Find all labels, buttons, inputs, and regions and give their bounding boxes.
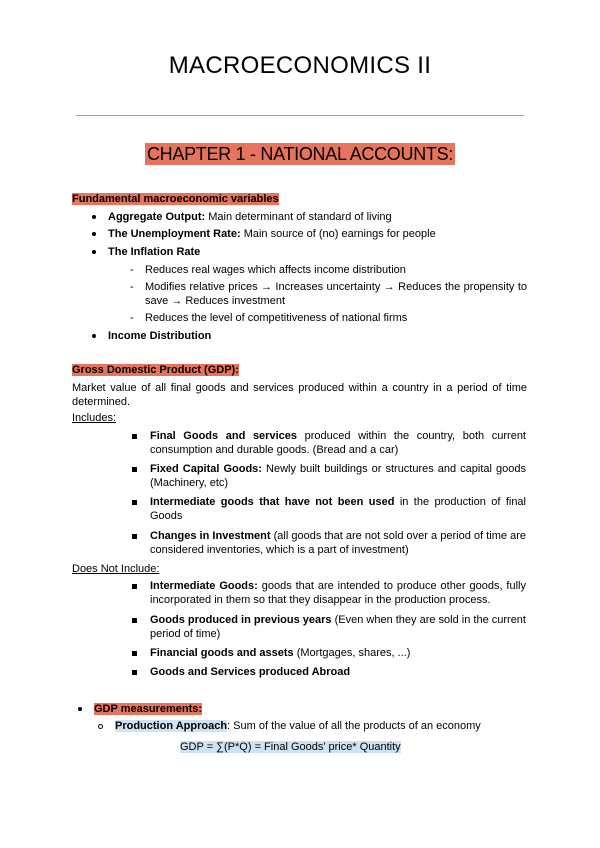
excludes-previous-years: Goods produced in previous years (Even when they are sold in the current period of time) <box>150 614 526 640</box>
includes-investment-changes: Changes in Investment (all goods that are not sold over a period of time are considered inventories, which is a part of investment) <box>150 530 526 556</box>
square-bullet-icon <box>132 651 137 656</box>
chapter-heading-wrap <box>0 143 600 165</box>
title-divider <box>76 115 524 116</box>
subitem-real-wages: Reduces real wages which affects income distribution <box>145 264 406 276</box>
includes-fixed-capital: Fixed Capital Goods: Newly built buildings or structures and capital goods (Machinery, etc) <box>150 463 526 489</box>
excludes-label: Does Not Include: <box>72 563 160 575</box>
square-bullet-icon <box>132 467 137 472</box>
subitem-relative-prices: Modifies relative prices → Increases uncertainty → Reduces the propensity to save → Reduces investment <box>145 281 527 307</box>
dash-bullet: - <box>130 264 134 276</box>
square-bullet-icon <box>132 434 137 439</box>
document-title: MACROECONOMICS II <box>168 52 432 79</box>
bullet-icon <box>78 707 82 711</box>
circle-bullet-icon <box>98 724 103 729</box>
gdp-definition: Market value of all final goods and services produced within a country in a period of time determined. <box>72 382 527 408</box>
excludes-abroad: Goods and Services produced Abroad <box>150 666 351 678</box>
list-item-income-distribution: Income Distribution <box>108 330 212 342</box>
excludes-intermediate-goods: Intermediate Goods: goods that are intended to produce other goods, fully incorporated in them so that they disappear in the production process. <box>150 580 526 606</box>
production-approach-item: Production Approach: Sum of the value of all the products of an economy <box>115 720 481 732</box>
list-item-aggregate-output: Aggregate Output: Main determinant of standard of living <box>108 211 392 223</box>
includes-label: Includes: <box>72 412 117 424</box>
gdp-formula: GDP = ∑(P*Q) = Final Goods' price* Quantity <box>180 741 401 753</box>
square-bullet-icon <box>132 618 137 623</box>
dash-bullet: - <box>130 312 134 324</box>
bullet-icon <box>92 250 96 254</box>
square-bullet-icon <box>132 500 137 505</box>
square-bullet-icon <box>132 584 137 589</box>
list-item-inflation-rate: The Inflation Rate <box>108 246 201 258</box>
list-item-unemployment-rate: The Unemployment Rate: Main source of (no) earnings for people <box>108 228 436 240</box>
dash-bullet: - <box>130 281 134 293</box>
bullet-icon <box>92 334 96 338</box>
chapter-heading: CHAPTER 1 - NATIONAL ACCOUNTS: <box>146 144 454 164</box>
includes-intermediate-unused: Intermediate goods that have not been used in the production of final Goods <box>150 496 526 522</box>
subitem-competitiveness: Reduces the level of competitiveness of national firms <box>145 312 408 324</box>
section-heading-gdp-measurements: GDP measurements: <box>94 703 203 715</box>
square-bullet-icon <box>132 534 137 539</box>
section-heading-fundamental: Fundamental macroeconomic variables <box>72 193 279 205</box>
square-bullet-icon <box>132 670 137 675</box>
bullet-icon <box>92 215 96 219</box>
section-heading-gdp: Gross Domestic Product (GDP): <box>72 364 239 376</box>
excludes-financial-assets: Financial goods and assets (Mortgages, shares, ...) <box>150 647 411 659</box>
includes-final-goods: Final Goods and services produced within the country, both current consumption and durable goods. (Bread and a car) <box>150 430 526 456</box>
bullet-icon <box>92 232 96 236</box>
